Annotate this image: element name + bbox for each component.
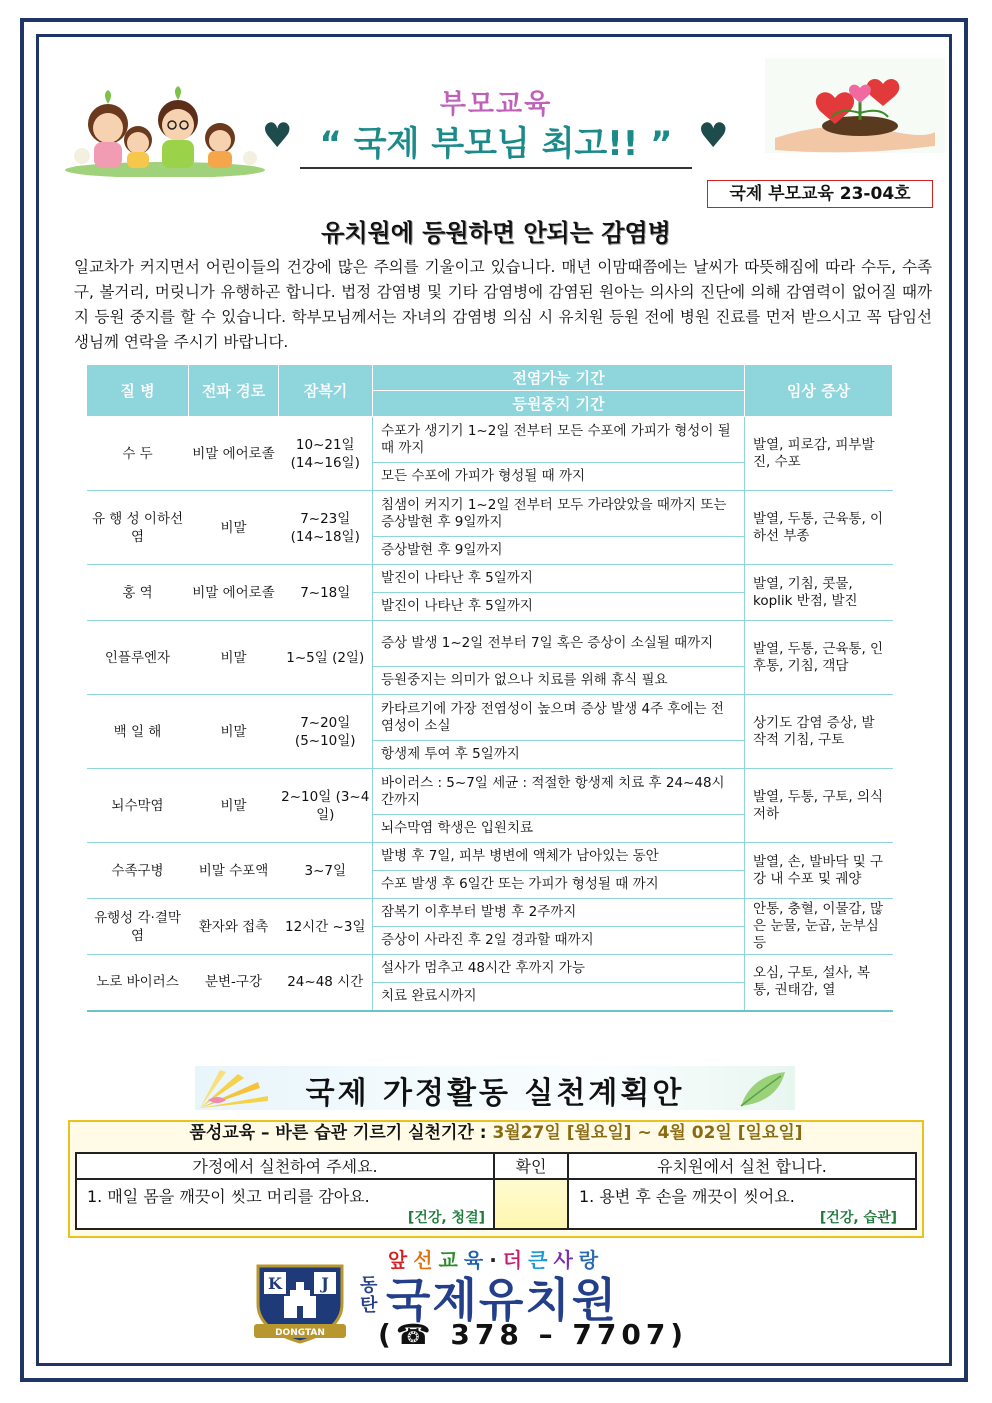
cell-route: 비말: [189, 491, 279, 565]
cell-incubation: 24~48 시간: [279, 955, 373, 1011]
slogan-char: 교: [438, 1248, 464, 1272]
cell-disease: 유행성 각·결막염: [87, 899, 189, 955]
home-practice-cell: [77, 1180, 495, 1228]
cell-route: 비말 수포액: [189, 843, 279, 899]
table-row: [87, 899, 893, 927]
cell-contagious: 잠복기 이후부터 발병 후 2주까지: [373, 899, 745, 927]
cell-symptoms: 발열, 두통, 근육통, 이하선 부종: [745, 491, 893, 565]
phone-number: (☎ 378 – 7707): [378, 1318, 689, 1351]
cell-exclusion: 증상이 사라진 후 2일 경과할 때까지: [373, 927, 745, 955]
cell-exclusion: 치료 완료시까지: [373, 983, 745, 1011]
dongtan-label: 동탄: [360, 1275, 378, 1316]
cell-incubation: 2~10일 (3~4일): [279, 769, 373, 843]
cell-contagious: 수포가 생기기 1~2일 전부터 모든 수포에 가피가 형성이 될 때 까지: [373, 417, 745, 463]
disease-table-body: [87, 417, 893, 1011]
cell-contagious: 발병 후 7일, 피부 병변에 액체가 남아있는 동안: [373, 843, 745, 871]
slogan-char: ·: [489, 1248, 503, 1272]
kindergarten-name: 국제유치원: [386, 1273, 619, 1327]
section-title: 유치원에 등원하면 안되는 감염병: [321, 219, 671, 247]
subtitle: 부모교육: [439, 89, 553, 120]
slogan-char: 사: [553, 1248, 579, 1272]
slogan-char: 큰: [528, 1248, 554, 1272]
table-row: [87, 769, 893, 815]
cell-exclusion: 모든 수포에 가피가 형성될 때 까지: [373, 463, 745, 491]
kindergarten-logo: [250, 1258, 350, 1346]
cell-contagious: 카타르기에 가장 전염성이 높으며 증상 발생 4주 후에는 전염성이 소실: [373, 695, 745, 741]
cell-route: 비말 에어로졸: [189, 565, 279, 621]
slogan-char: 선: [413, 1248, 439, 1272]
slogan-char: 앞: [387, 1248, 414, 1272]
practice-period-line: [68, 1120, 924, 1146]
header-route: 전파 경로: [189, 365, 279, 417]
home-practice-tag: [건강, 청결]: [407, 1210, 485, 1226]
cell-exclusion: 등원중지는 의미가 없으나 치료를 위해 휴식 필요: [373, 667, 745, 695]
cell-disease: 뇌수막염: [87, 769, 189, 843]
practice-period: 3월27일 [월요일] ~ 4월 02일 [일요일]: [492, 1123, 803, 1143]
cell-incubation: 12시간 ~3일: [279, 899, 373, 955]
cell-exclusion: 발진이 나타난 후 5일까지: [373, 593, 745, 621]
table-row: [87, 843, 893, 871]
cell-route: 비말: [189, 621, 279, 695]
col-check-header: 확인: [495, 1154, 569, 1180]
cell-symptoms: 발열, 기침, 콧물, koplik 반점, 발진: [745, 565, 893, 621]
cell-exclusion: 항생제 투여 후 5일까지: [373, 741, 745, 769]
cell-symptoms: 발열, 피로감, 피부발진, 수포: [745, 417, 893, 491]
cell-route: 비말: [189, 695, 279, 769]
cell-route: 분변-구강: [189, 955, 279, 1011]
cell-incubation: 3~7일: [279, 843, 373, 899]
school-practice-tag: [건강, 습관]: [819, 1210, 897, 1226]
practice-table: [75, 1152, 917, 1230]
cell-exclusion: 뇌수막염 학생은 입원치료: [373, 815, 745, 843]
cell-disease: 유 행 성 이하선염: [87, 491, 189, 565]
cell-contagious: 발진이 나타난 후 5일까지: [373, 565, 745, 593]
banner-title: 국제 가정활동 실천계획안: [305, 1076, 685, 1111]
cell-incubation: 1~5일 (2일): [279, 621, 373, 695]
table-row: [87, 565, 893, 593]
table-row: [87, 621, 893, 667]
cell-exclusion: 수포 발생 후 6일간 또는 가피가 형성될 때 까지: [373, 871, 745, 899]
header-exclusion: 등원중지 기간: [373, 391, 745, 417]
slogan-char: 더: [502, 1248, 529, 1272]
practice-label: 품성교육 – 바른 습관 기르기 실천기간 :: [189, 1123, 493, 1143]
check-cell[interactable]: [495, 1180, 569, 1228]
cell-symptoms: 상기도 감염 증상, 발작적 기침, 구토: [745, 695, 893, 769]
header-incubation: 잠복기: [279, 365, 373, 417]
table-row: [87, 695, 893, 741]
table-row: [87, 955, 893, 983]
cell-disease: 홍 역: [87, 565, 189, 621]
cell-route: 환자와 접촉: [189, 899, 279, 955]
school-practice-cell: [569, 1180, 915, 1228]
logo-letter-k: K: [268, 1274, 282, 1293]
col-home-header: 가정에서 실천하여 주세요.: [77, 1154, 495, 1180]
cell-contagious: 설사가 멈추고 48시간 후까지 가능: [373, 955, 745, 983]
heart-right-icon: ♥: [698, 116, 729, 156]
home-practice-item: 1. 매일 몸을 깨끗이 씻고 머리를 감아요.: [87, 1187, 370, 1206]
logo-letter-j: J: [321, 1274, 329, 1293]
cell-disease: 백 일 해: [87, 695, 189, 769]
cell-symptoms: 발열, 두통, 근육통, 인후통, 기침, 객담: [745, 621, 893, 695]
col-school-header: 유치원에서 실천 합니다.: [569, 1154, 915, 1180]
cell-symptoms: 발열, 두통, 구토, 의식저하: [745, 769, 893, 843]
table-row: [87, 491, 893, 537]
cell-symptoms: 오심, 구토, 설사, 복통, 권태감, 열: [745, 955, 893, 1011]
main-title: “ 국제 부모님 최고!! ”: [300, 116, 692, 169]
cell-incubation: 10~21일 (14~16일): [279, 417, 373, 491]
cell-disease: 수 두: [87, 417, 189, 491]
cell-contagious: 침샘이 커지기 1~2일 전부터 모두 가라앉았을 때까지 또는 증상발현 후 9일까지: [373, 491, 745, 537]
cell-route: 비말 에어로졸: [189, 417, 279, 491]
table-row: [87, 417, 893, 463]
cell-incubation: 7~20일 (5~10일): [279, 695, 373, 769]
cell-symptoms: 발열, 손, 발바닥 및 구강 내 수포 및 궤양: [745, 843, 893, 899]
intro-paragraph: 일교차가 커지면서 어린이들의 건강에 많은 주의를 기울이고 있습니다. 매년 이맘때쯤에는 날씨가 따뜻해짐에 따라 수두, 수족구, 볼거리, 머릿니가 유행하곤 합니다. 법정 감염병 및 기타 감염병에 감염된 원아는 의사의 진단에 의해 감염력이 없어질 때까지 등원 중지를 할 수 있습니다. 학부모님께서는 자녀의 감염병 의심 시 유치원 등원 전에 병원 진료를 먼저 받으시고 꼭 담임선생님께 연락을 주시기 바랍니다.: [74, 258, 932, 351]
header-disease: 질 병: [87, 365, 189, 417]
cell-contagious: 증상 발생 1~2일 전부터 7일 혹은 증상이 소실될 때까지: [373, 621, 745, 667]
cell-incubation: 7~23일 (14~18일): [279, 491, 373, 565]
cell-disease: 노로 바이러스: [87, 955, 189, 1011]
disease-table: [86, 364, 893, 1012]
heart-left-icon: ♥: [262, 116, 293, 156]
title-row: [262, 116, 732, 164]
cell-disease: 인플루엔자: [87, 621, 189, 695]
header-contagious: 전염가능 기간: [373, 365, 745, 391]
cell-route: 비말: [189, 769, 279, 843]
slogan-char: 랑: [578, 1248, 605, 1272]
header-symptoms: 임상 증상: [745, 365, 893, 417]
cell-symptoms: 안통, 충혈, 이물감, 많은 눈물, 눈곱, 눈부심 등: [745, 899, 893, 955]
cell-incubation: 7~18일: [279, 565, 373, 621]
school-practice-item: 1. 용변 후 손을 깨끗이 씻어요.: [579, 1187, 795, 1206]
cell-contagious: 바이러스 : 5~7일 세균 : 적절한 항생제 치료 후 24~48시간까지: [373, 769, 745, 815]
cell-disease: 수족구병: [87, 843, 189, 899]
cell-exclusion: 증상발현 후 9일까지: [373, 537, 745, 565]
logo-ribbon-text: DONGTAN: [275, 1328, 325, 1338]
issue-number: 국제 부모교육 23-04호: [707, 180, 933, 208]
slogan-char: 육: [463, 1248, 490, 1272]
